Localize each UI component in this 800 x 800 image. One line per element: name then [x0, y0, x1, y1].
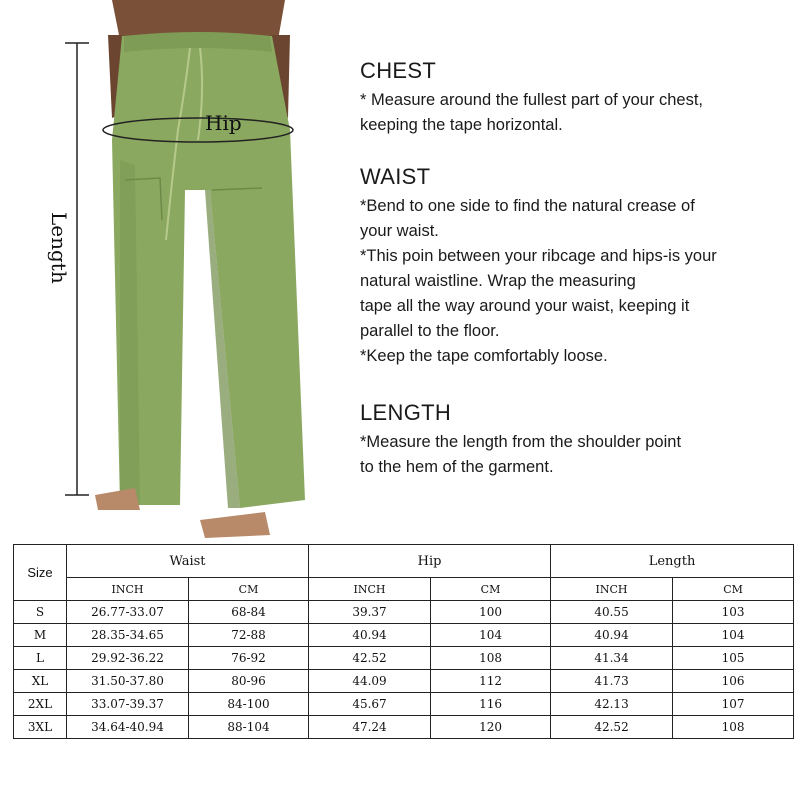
table-cell: 68-84 — [189, 601, 309, 624]
table-row — [14, 716, 794, 739]
table-cell: 41.34 — [551, 647, 673, 670]
table-row — [14, 670, 794, 693]
unit-header: CM — [189, 578, 309, 601]
unit-header: CM — [431, 578, 551, 601]
table-cell: 31.50-37.80 — [67, 670, 189, 693]
table-cell: 42.52 — [551, 716, 673, 739]
size-cell: M — [14, 624, 67, 647]
pants-body — [112, 33, 305, 508]
length-label: Length — [47, 212, 71, 284]
unit-header: INCH — [309, 578, 431, 601]
chest-line: keeping the tape horizontal. — [360, 116, 563, 134]
table-cell: 42.52 — [309, 647, 431, 670]
group-header-waist: Waist — [67, 545, 309, 578]
table-unit-row — [14, 578, 794, 601]
size-cell: S — [14, 601, 67, 624]
table-cell: 47.24 — [309, 716, 431, 739]
table-cell: 39.37 — [309, 601, 431, 624]
table-cell: 84-100 — [189, 693, 309, 716]
table-row — [14, 647, 794, 670]
table-cell: 26.77-33.07 — [67, 601, 189, 624]
waist-line: tape all the way around your waist, keeping it — [360, 297, 690, 315]
waist-guide — [360, 164, 780, 369]
table-cell: 41.73 — [551, 670, 673, 693]
length-line: to the hem of the garment. — [360, 458, 554, 476]
size-cell: L — [14, 647, 67, 670]
table-cell: 40.55 — [551, 601, 673, 624]
table-cell: 108 — [431, 647, 551, 670]
table-cell: 106 — [673, 670, 794, 693]
group-header-hip: Hip — [309, 545, 551, 578]
size-header: Size — [14, 545, 67, 601]
table-cell: 88-104 — [189, 716, 309, 739]
size-cell: XL — [14, 670, 67, 693]
table-cell: 107 — [673, 693, 794, 716]
size-chart-table — [13, 544, 794, 739]
table-cell: 28.35-34.65 — [67, 624, 189, 647]
table-cell: 40.94 — [309, 624, 431, 647]
waist-line: your waist. — [360, 222, 439, 240]
table-cell: 112 — [431, 670, 551, 693]
table-cell: 80-96 — [189, 670, 309, 693]
length-heading: LENGTH — [360, 400, 452, 425]
table-cell: 108 — [673, 716, 794, 739]
table-cell: 45.67 — [309, 693, 431, 716]
chest-guide — [360, 58, 780, 138]
pants-figure — [0, 0, 340, 540]
table-cell: 76-92 — [189, 647, 309, 670]
table-cell: 104 — [673, 624, 794, 647]
waist-line: *Keep the tape comfortably loose. — [360, 347, 608, 365]
table-cell: 42.13 — [551, 693, 673, 716]
table-row — [14, 624, 794, 647]
chest-heading: CHEST — [360, 58, 437, 83]
table-header-row — [14, 545, 794, 578]
table-cell: 105 — [673, 647, 794, 670]
length-line: *Measure the length from the shoulder point — [360, 433, 682, 451]
left-foot — [95, 488, 140, 510]
table-row — [14, 601, 794, 624]
table-cell: 104 — [431, 624, 551, 647]
unit-header: INCH — [67, 578, 189, 601]
chest-line: * Measure around the fullest part of your chest, — [360, 91, 704, 109]
table-cell: 29.92-36.22 — [67, 647, 189, 670]
waist-line: parallel to the floor. — [360, 322, 500, 340]
unit-header: CM — [673, 578, 794, 601]
table-row — [14, 693, 794, 716]
table-cell: 100 — [431, 601, 551, 624]
waist-line: *Bend to one side to find the natural crease of — [360, 197, 695, 215]
table-cell: 44.09 — [309, 670, 431, 693]
hip-label: Hip — [205, 111, 242, 135]
table-cell: 103 — [673, 601, 794, 624]
waist-heading: WAIST — [360, 164, 431, 189]
table-cell: 33.07-39.37 — [67, 693, 189, 716]
waist-line: *This poin between your ribcage and hips-is your — [360, 247, 717, 265]
table-cell: 72-88 — [189, 624, 309, 647]
unit-header: INCH — [551, 578, 673, 601]
size-cell: 2XL — [14, 693, 67, 716]
right-foot — [200, 512, 270, 538]
table-cell: 120 — [431, 716, 551, 739]
group-header-length: Length — [551, 545, 794, 578]
size-cell: 3XL — [14, 716, 67, 739]
table-cell: 40.94 — [551, 624, 673, 647]
waist-line: natural waistline. Wrap the measuring — [360, 272, 636, 290]
table-cell: 34.64-40.94 — [67, 716, 189, 739]
table-cell: 116 — [431, 693, 551, 716]
length-guide — [360, 400, 780, 480]
